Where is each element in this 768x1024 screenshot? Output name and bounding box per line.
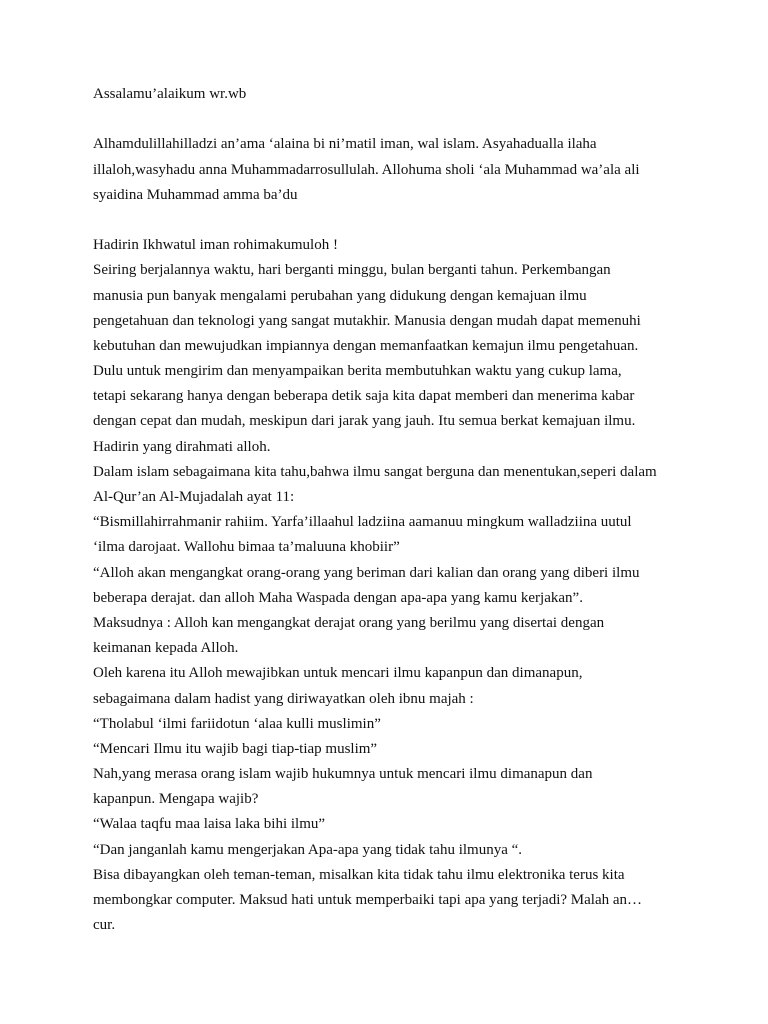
text-line: membongkar computer. Maksud hati untuk memperbaiki tapi apa yang terjadi? Malah an… [93,892,643,908]
greeting-line: Assalamu’alaikum wr.wb [93,86,247,102]
text-line: “Bismillahirrahmanir rahiim. Yarfa’illaahul ladziina aamanuu mingkum walladziina uutul [93,514,632,531]
blank-line [93,107,688,132]
text-line: Nah,yang merasa orang islam wajib hukumnya untuk mencari ilmu dimanapun dan [93,766,593,783]
text-line: illaloh,wasyhadu anna Muhammadarrosullulah. Allohuma sholi ‘ala Muhammad wa’ala ali [93,161,640,178]
text-line: Oleh karena itu Alloh mewajibkan untuk mencari ilmu kapanpun dan dimanapun, [93,665,583,682]
text-line: sebagaimana dalam hadist yang diriwayatkan oleh ibnu majah : [93,690,474,707]
text-line: kapanpun. Mengapa wajib? [93,791,259,808]
text-line: pengetahuan dan teknologi yang sangat mutakhir. Manusia dengan mudah dapat memenuhi [93,312,641,329]
text-line: “Tholabul ‘ilmi fariidotun ‘alaa kulli muslimin” [93,715,381,732]
text-line: Dulu untuk mengirim dan menyampaikan berita membutuhkan waktu yang cukup lama, [93,363,622,380]
text-line: Maksudnya : Alloh kan mengangkat derajat orang yang berilmu yang disertai dengan [93,614,605,631]
blank-line [93,208,688,233]
text-line: Seiring berjalannya waktu, hari berganti minggu, bulan berganti tahun. Perkembangan [93,262,611,279]
text-line: keimanan kepada Alloh. [93,640,239,657]
text-line: beberapa derajat. dan alloh Maha Waspada dengan apa-apa yang kamu kerjakan”. [93,589,583,606]
text-line: Alhamdulillahilladzi an’ama ‘alaina bi ni’matil iman, wal islam. Asyahadualla ilaha [93,136,597,153]
text-line: ‘ilma darojaat. Wallohu bimaa ta’maluuna khobiir” [93,539,400,556]
text-line: manusia pun banyak mengalami perubahan yang didukung dengan kemajuan ilmu [93,287,587,304]
text-line: tetapi sekarang hanya dengan beberapa detik saja kita dapat memberi dan menerima kabar [93,388,635,405]
text-line: syaidina Muhammad amma ba’du [93,186,298,203]
text-line: “Mencari Ilmu itu wajib bagi tiap-tiap muslim” [93,740,378,757]
text-line: “Walaa taqfu maa laisa laka bihi ilmu” [93,816,326,833]
text-line: cur. [93,917,116,934]
text-line: Hadirin yang dirahmati alloh. [93,438,271,455]
text-line: kebutuhan dan mewujudkan impiannya dengan memanfaatkan kemajun ilmu pengetahuan. [93,337,639,354]
text-line: dengan cepat dan mudah, meskipun dari jarak yang jauh. Itu semua berkat kemajuan ilmu. [93,413,636,430]
text-line: Bisa dibayangkan oleh teman-teman, misalkan kita tidak tahu ilmu elektronika terus kita [93,866,625,883]
text-line: “Dan janganlah kamu mengerjakan Apa-apa yang tidak tahu ilmunya “. [93,841,523,858]
text-line: Hadirin Ikhwatul iman rohimakumuloh ! [93,237,338,254]
text-line: “Alloh akan mengangkat orang-orang yang beriman dari kalian dan orang yang diberi ilmu [93,564,640,581]
text-line: Al-Qur’an Al-Mujadalah ayat 11: [93,489,295,505]
text-line: Dalam islam sebagaimana kita tahu,bahwa ilmu sangat berguna dan menentukan,seperi dalam [93,463,657,480]
